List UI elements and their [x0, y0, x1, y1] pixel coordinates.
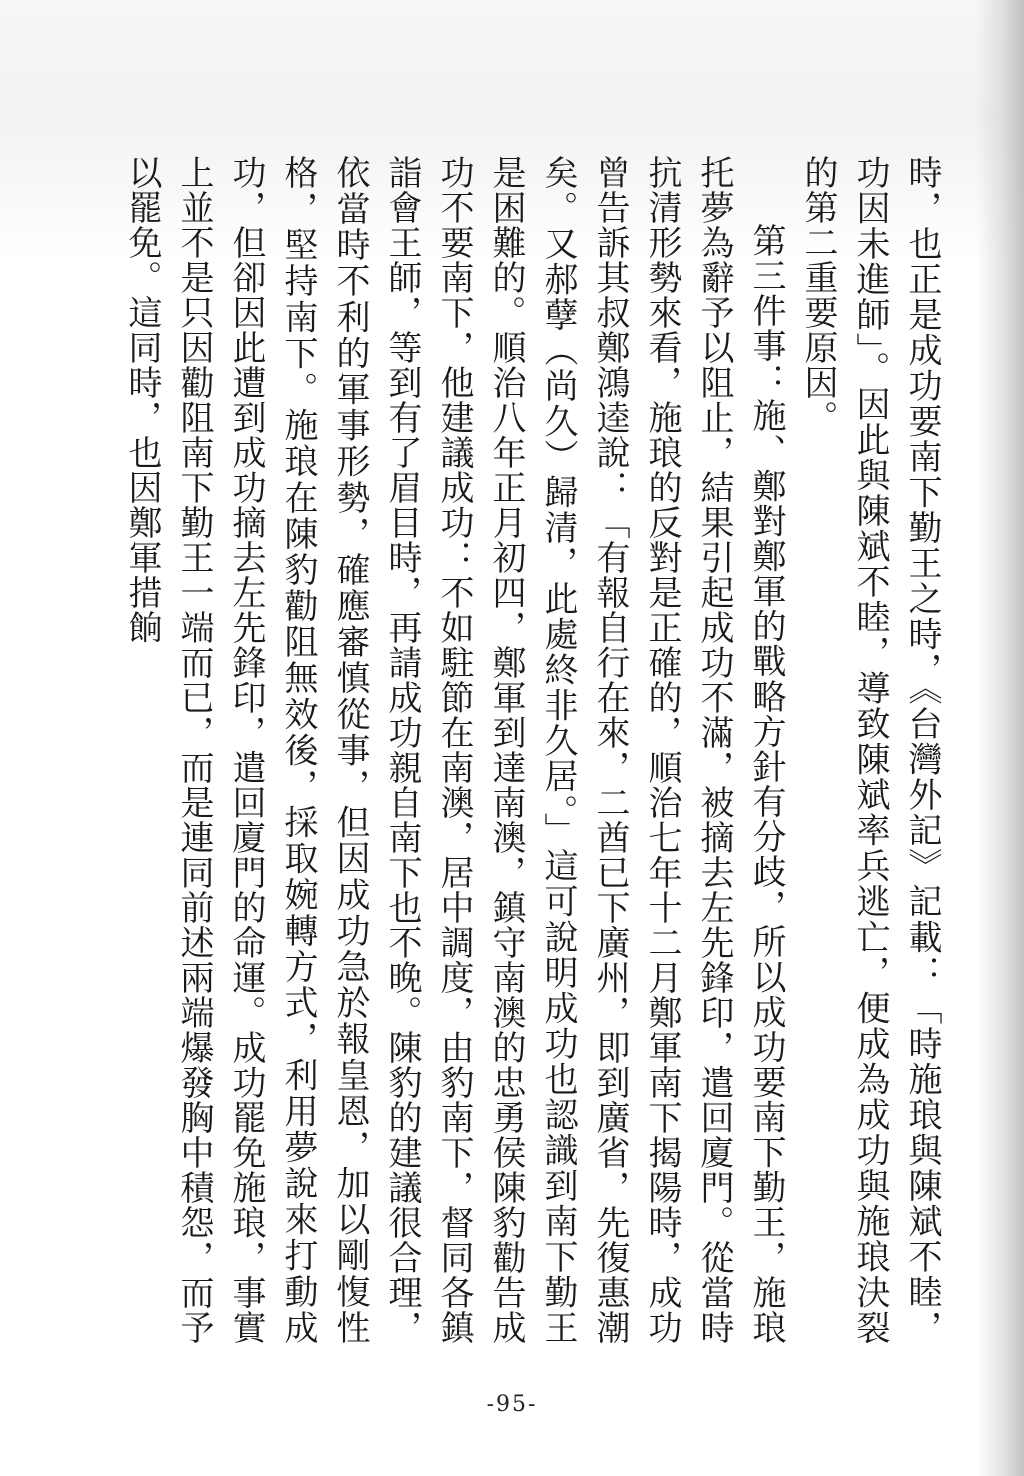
paragraph-2: 第三件事：施、鄭對鄭軍的戰略方針有分歧，所以成功要南下勤王，施琅托夢為辭予以阻止，結果引起成功不滿，被摘去左先鋒印，遣回廈門。從當時抗清形勢來看，施琅的反對是正確的，順治七年十二月鄭軍南下揭陽時，成功曾告訴其叔鄭鴻逵說：「有報自行在來，二酋已下廣州，即到廣省，先復惠潮矣。又郝孽（尚久）歸清，此處終非久居。」這可說明成功也認識到南下勤王是困難的。順治八年正月初四，鄭軍到達南澳，鎮守南澳的忠勇侯陳豹勸告成功不要南下，他建議成功：不如駐節在南澳，居中調度，由豹南下，督同各鎮詣會王師，等到有了眉目時，再請成功親自南下也不晚。陳豹的建議很合理，依當時不利的軍事形勢，確應審慎從事，但因成功急於報皇恩，加以剛愎性格，堅持南下。施琅在陳豹勸阻無效後，採取婉轉方式，利用夢說來打動成功，但卻因此遭到成功摘去左先鋒印，遣回廈門的命運。成功罷免施琅，事實上並不是只因勸阻南下勤王一端而已，而是連同前述兩端爆發胸中積怨，而予以罷免。這同時，也因鄭軍措餉 [122, 155, 786, 1345]
page-edge-shadow [976, 0, 1024, 1476]
paragraph-1: 時，也正是成功要南下勤王之時，《台灣外記》記載：「時施琅與陳斌不睦，功因未進師」。因此與陳斌不睦，導致陳斌率兵逃亡，便成為成功與施琅決裂的第二重要原因。 [798, 155, 942, 1345]
page-number: -95- [486, 1392, 538, 1417]
vertical-text-body [118, 155, 948, 1345]
